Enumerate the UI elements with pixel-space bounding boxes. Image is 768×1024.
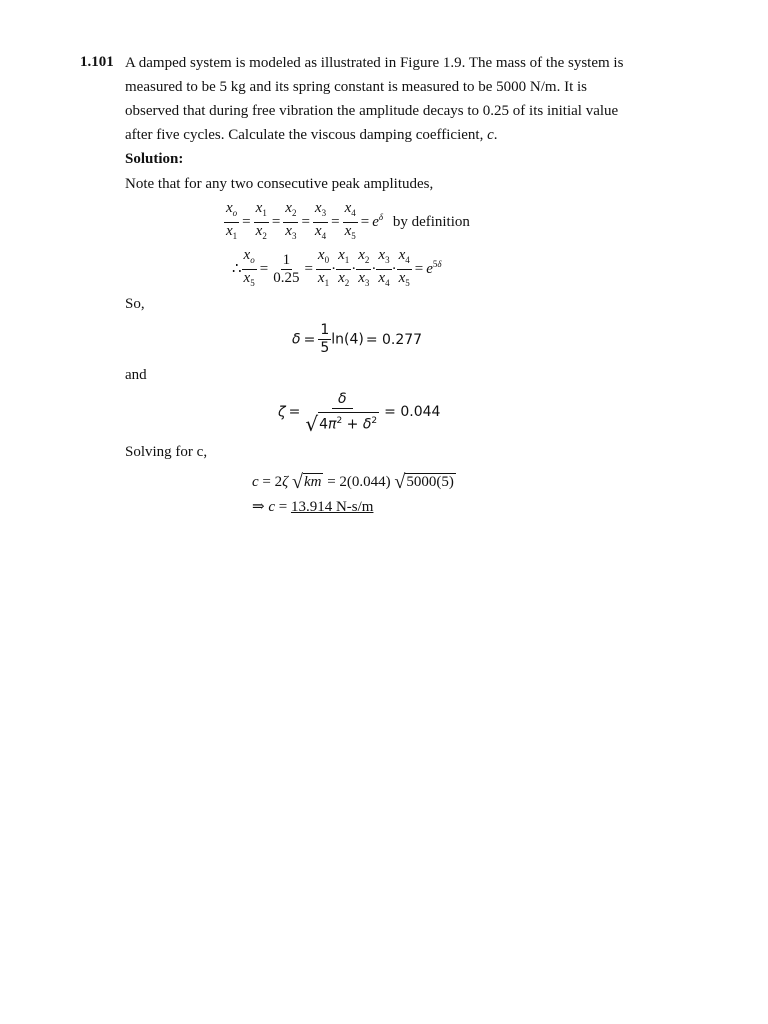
equation-c: c = 2ζ √km = 2(0.044) √5000(5) bbox=[252, 471, 454, 493]
answer-line: ⇒ c = 13.914 N-s/m bbox=[252, 499, 374, 515]
equation-therefore: ∴ $\frac{x_o}{x_5}$ = $\frac{1}{0.25}$ = $\frac{x_0}{x_1}$ · $\frac{x_1}{x_2}$ · $\frac{x_2}{x_3}$ · $\frac{x_3}{x_4}$ · $\frac{x_4}{x_5}$ = $e^{5\delta}$ bbox=[232, 247, 442, 288]
solving-label: Solving for c, bbox=[125, 444, 208, 460]
solution-intro: Note that for any two consecutive peak amplitudes, bbox=[125, 176, 434, 192]
solution-heading: Solution: bbox=[125, 151, 184, 167]
equation-ratios: $\frac{x_o}{x_1}$ = $\frac{x_1}{x_2}$ = $\frac{x_2}{x_3}$ = $\frac{x_3}{x_4}$ = $\frac{x_4}{x_5}$ = $e^\delta$ by definition bbox=[226, 200, 470, 241]
and-label: and bbox=[125, 367, 147, 383]
so-label: So, bbox=[125, 296, 145, 312]
problem-number: 1.101 bbox=[80, 54, 114, 70]
equation-delta: δ = $\frac{1}{5}$ ln(4) = 0.277 bbox=[292, 322, 423, 356]
problem-text: A damped system is modeled as illustrated in Figure 1.9. The mass of the system is measured to be 5 kg and its spring constant is measured to be 5000 N/m. It is observed that during free vibration the amplitude decays to 0.25 of its initial value after five cycles. Calculate the viscous damping coefficient, c. bbox=[125, 55, 624, 143]
by-definition-note: by definition bbox=[392, 213, 470, 230]
answer-value: 13.914 N-s/m bbox=[290, 499, 374, 515]
equation-zeta: ζ = $\frac{\delta}{√4\pi^2 + \delta^2}$ = 0.044 bbox=[278, 391, 441, 436]
